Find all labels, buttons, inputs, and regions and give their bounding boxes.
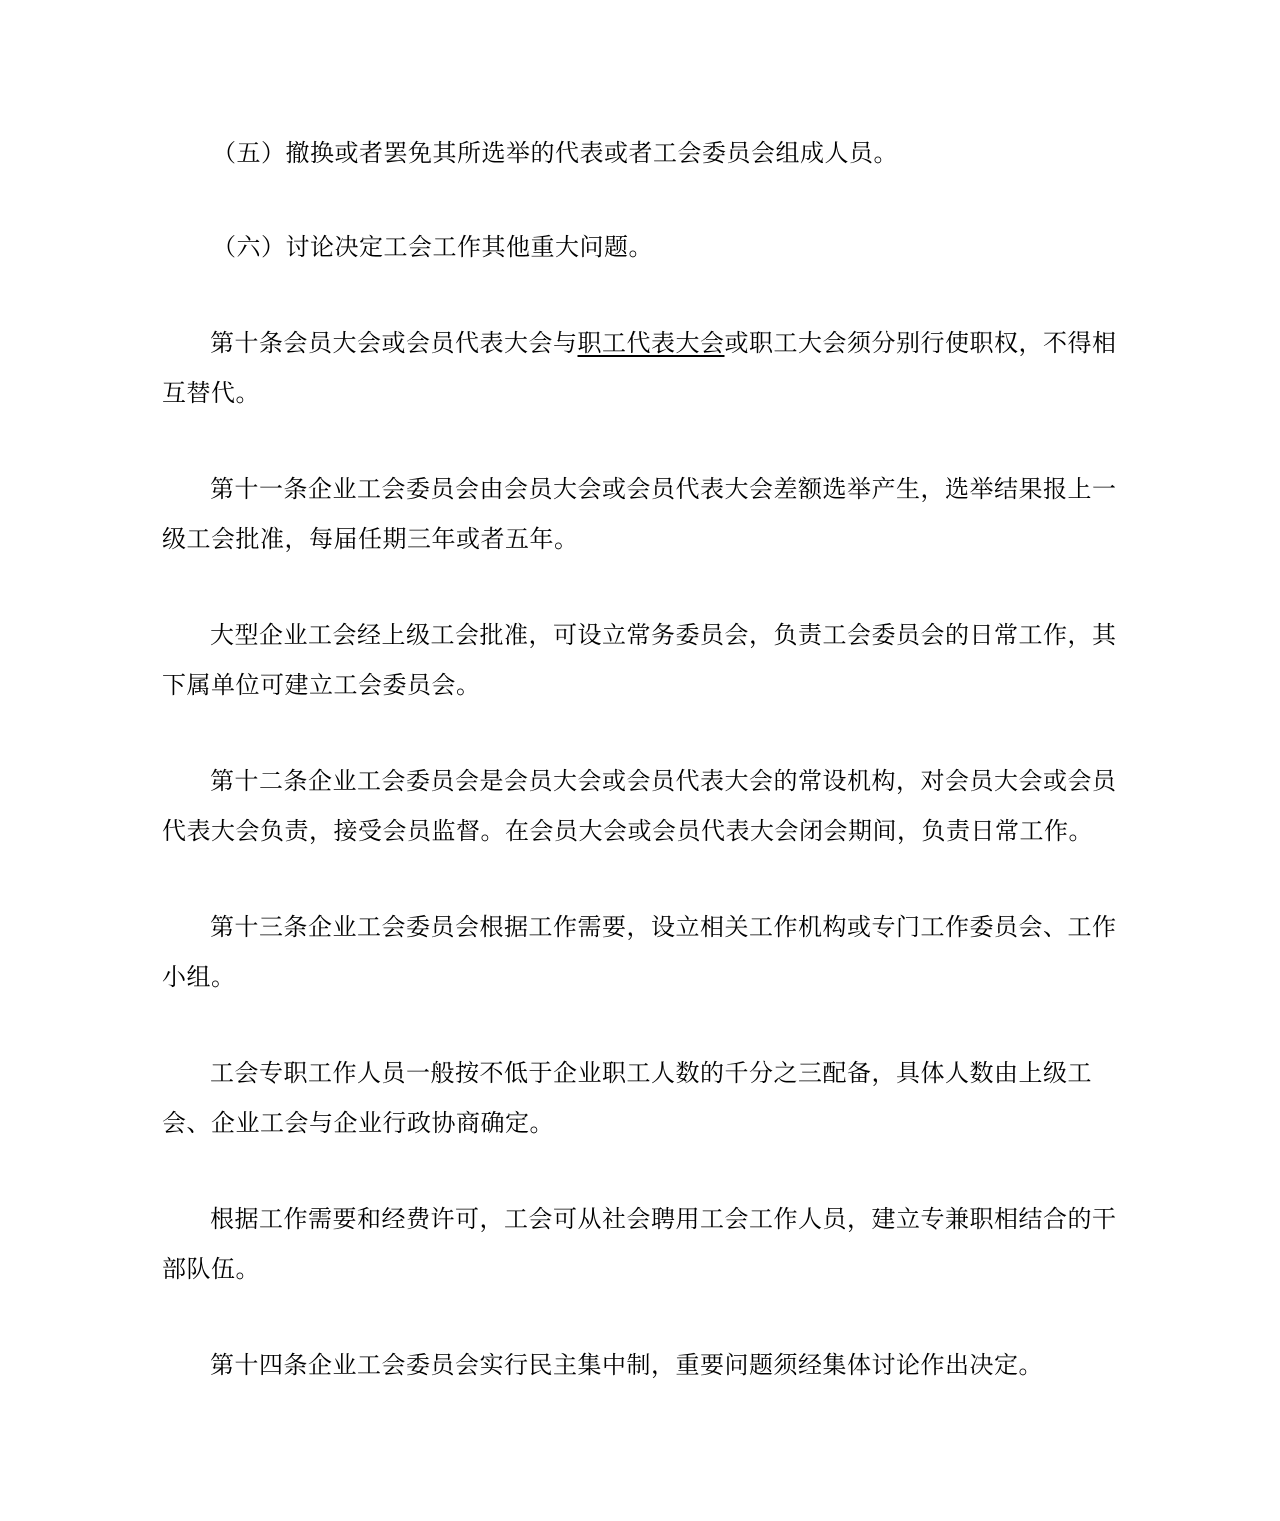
paragraph-hiring: 根据工作需要和经费许可，工会可从社会聘用工会工作人员，建立专兼职相结合的干部队伍。 bbox=[162, 1205, 1117, 1283]
paragraph-large-enterprise: 大型企业工会经上级工会批准，可设立常务委员会，负责工会委员会的日常工作，其下属单位可建立工会委员会。 bbox=[162, 621, 1117, 699]
paragraph-article-10 bbox=[162, 318, 1122, 418]
paragraph-item-6: （六）讨论决定工会工作其他重大问题。 bbox=[212, 233, 653, 261]
paragraph-staffing: 工会专职工作人员一般按不低于企业职工人数的千分之三配备，具体人数由上级工会、企业工会与企业行政协商确定。 bbox=[162, 1059, 1092, 1137]
paragraph-article-11: 第十一条企业工会委员会由会员大会或会员代表大会差额选举产生，选举结果报上一级工会批准，每届任期三年或者五年。 bbox=[162, 475, 1117, 553]
paragraph-article-13: 第十三条企业工会委员会根据工作需要，设立相关工作机构或专门工作委员会、工作小组。 bbox=[162, 913, 1117, 991]
paragraph-article-12: 第十二条企业工会委员会是会员大会或会员代表大会的常设机构，对会员大会或会员代表大会负责，接受会员监督。在会员大会或会员代表大会闭会期间，负责日常工作。 bbox=[162, 767, 1117, 845]
paragraph-article-14: 第十四条企业工会委员会实行民主集中制，重要问题须经集体讨论作出决定。 bbox=[210, 1351, 1043, 1379]
underlined-term-link[interactable]: 职工代表大会 bbox=[577, 329, 725, 357]
article-10-text-after: 或职工大会须分别行使职权，不得相互替代。 bbox=[162, 329, 1117, 407]
article-10-text-before: 第十条会员大会或会员代表大会与 bbox=[210, 329, 578, 357]
paragraph-item-5: （五）撤换或者罢免其所选举的代表或者工会委员会组成人员。 bbox=[212, 139, 898, 167]
